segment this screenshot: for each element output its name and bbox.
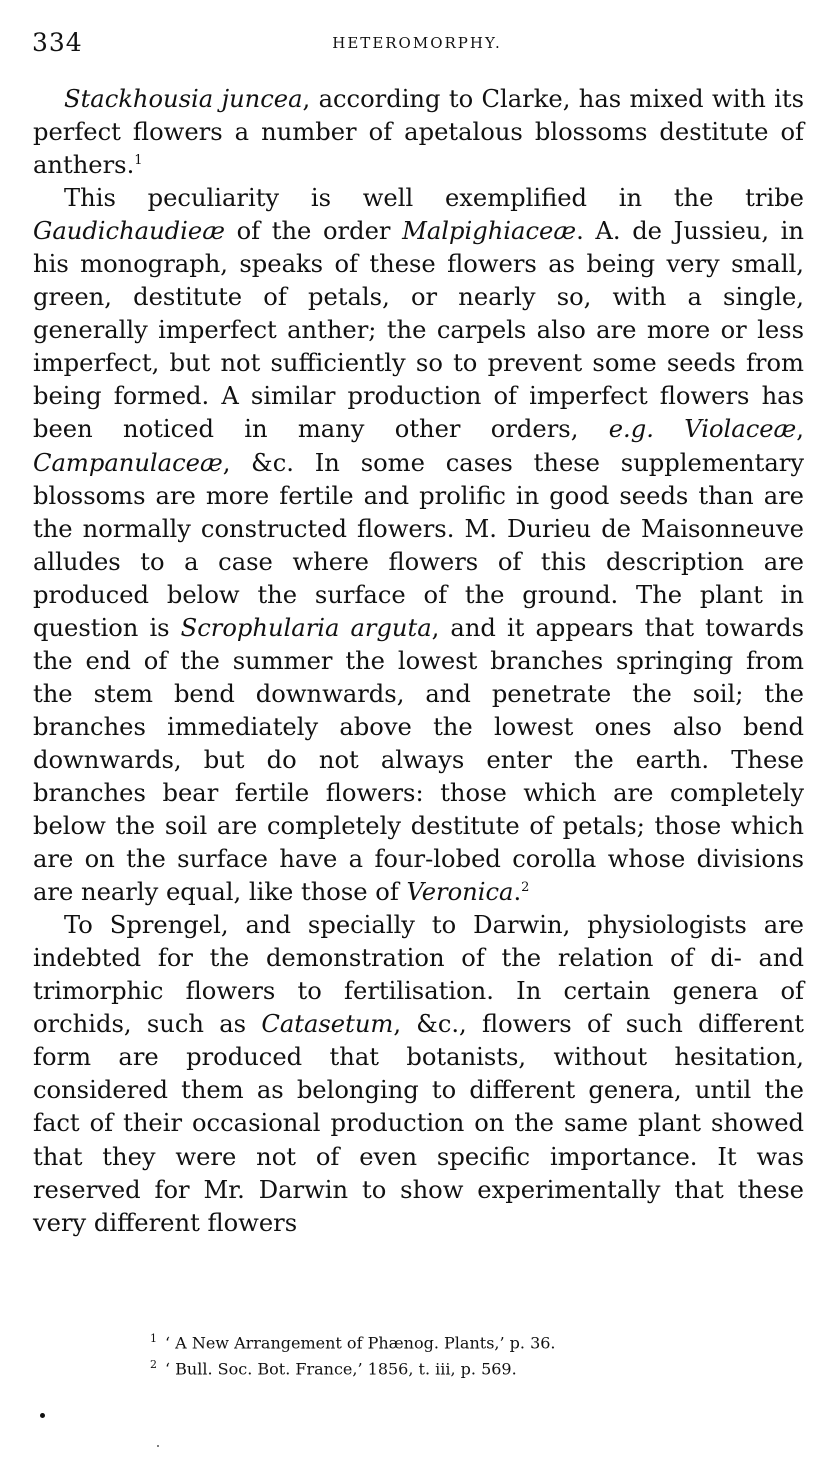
text-run: , &c. In some cases these supplementary blossoms are more fertile and prolific in good seeds than are the normally constructed flowers. M. Durieu de Maisonneuve alludes to a case where flowers of this description are produced below the surface of the ground. The plant in question is <box>33 448 804 642</box>
page-header <box>32 28 802 60</box>
italic-term: Malpighiaceæ <box>402 217 577 246</box>
footnote-marker: 2 <box>150 1358 157 1372</box>
italic-term: Scrophularia arguta <box>180 613 432 642</box>
italic-term: Gaudichaudieæ <box>33 217 225 246</box>
italic-term: Stackhousia juncea <box>64 85 303 113</box>
running-head: HETEROMORPHY. <box>332 34 502 52</box>
footnote-text: ‘ Bull. Soc. Bot. France,’ 1856, t. iii, p. 569. <box>165 1359 517 1379</box>
footnote-marker: 1 <box>150 1332 157 1345</box>
text-run: , <box>796 415 804 444</box>
paragraph-2 <box>33 182 804 909</box>
print-speck <box>157 1445 159 1447</box>
footnote-reference: 1 <box>134 153 143 169</box>
footnote-2 <box>150 1354 750 1380</box>
italic-term: Campanulaceæ <box>33 448 223 477</box>
text-run: . A. de Jussieu, in his monograph, speaks of these flowers as being very small, green, destitute of petals, or nearly so, with a single, generally imperfect anther; the carpels also are more or less imperfect, but not sufficiently so to prevent some seeds from being formed. A similar production of imperfect flowers has been noticed in many other orders, <box>33 217 804 444</box>
text-run: , and it appears that towards the end of the summer the lowest branches springing from the stem bend downwards, and penetrate the soil; the branches immediately above the lowest ones also bend downwards, but do not always enter the earth. These branches bear fertile flowers: those which are completely below the soil are completely destitute of petals; those which are on the surface have a four-lobed corolla whose divisions are nearly equal, like those of <box>33 613 804 907</box>
italic-term: Violaceæ <box>684 415 797 444</box>
text-run: . <box>513 878 522 907</box>
footnote-text: ‘ A New Arrangement of Phænog. Plants,’ p. 36. <box>165 1333 556 1353</box>
italic-term: Catasetum <box>261 1010 394 1039</box>
print-speck <box>40 1413 45 1418</box>
text-run: of the order <box>224 217 403 246</box>
text-run: To Sprengel, and specially to Darwin, physiologists are indebted for the demonstration of the relation of di- and trimorphic flowers to fertilisation. In certain genera of orchids, such as <box>33 911 804 1039</box>
text-run: , &c., flowers of such different form are produced that botanists, without hesitation, considered them as belonging to different genera, until the fact of their occasional production on the same plant showed that they were not of even specific importance. It was reserved for Mr. Darwin to show experimentally that these very different flowers <box>33 1010 804 1237</box>
paragraph-3 <box>33 909 804 1239</box>
italic-term: e.g. <box>608 415 654 444</box>
footnote-1 <box>150 1328 750 1354</box>
body-text <box>33 83 804 1240</box>
footnotes <box>150 1328 750 1381</box>
paragraph-1 <box>33 83 804 182</box>
italic-term: Veronica <box>406 878 514 907</box>
page-number: 334 <box>32 28 83 57</box>
text-run <box>654 415 684 443</box>
text-run: , according to Clarke, has mixed with its perfect flowers a number of apetalous blossoms destitute of anthers. <box>33 85 805 180</box>
text-run: This peculiarity is well exemplified in the tribe <box>64 184 804 213</box>
footnote-reference: 2 <box>521 880 530 896</box>
